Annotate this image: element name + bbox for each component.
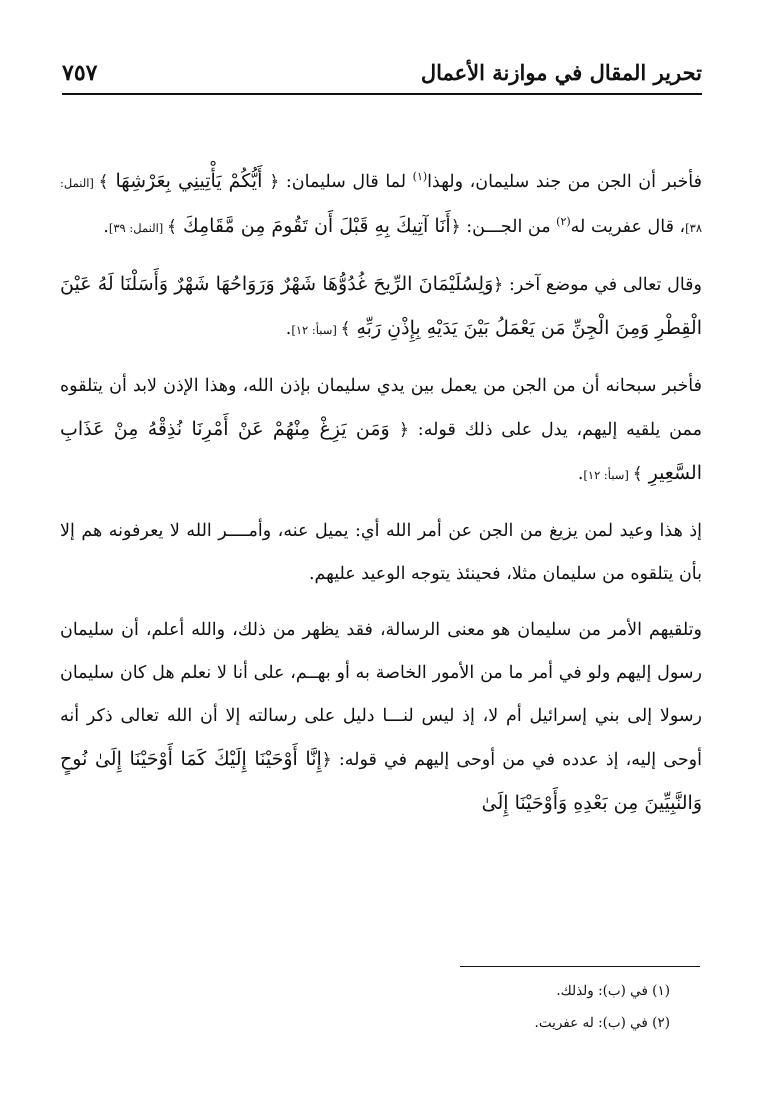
ornate-bracket-close: ﴾ [98, 172, 109, 192]
verse-reference: [النمل: ٣٩] [108, 221, 167, 235]
text-run: وتلقيهم الأمر من سليمان هو معنى الرسالة، فقد يظهر من ذلك، والله أعلم، أن سليمان رسول إليهم ولو في أمر ما من الأمور الخاصة به أو بهــم، على أنا لا نعلم هل كان سليمان رسولا إلى بني إسرائيل أم لا، إذ ليس لنـــا دليل على رسالته إلا أن الله تعالى ذكر أنه أوحى إليه، إذ عدده في من أوحى إليهم في قوله: [60, 620, 702, 770]
book-title: تحرير المقال في موازنة الأعمال [420, 60, 702, 85]
ornate-bracket-open: ﴿ [399, 420, 409, 440]
ornate-bracket-open: ﴿ [321, 750, 332, 770]
text-run: إذ هذا وعيد لمن يزيغ من الجن عن أمر الله أي: يميل عنه، وأمــــر الله لا يعرفونه هم إلا بأن يتلقوه من سليمان مثلا، فحينئذ يتوجه الوعيد عليهم. [60, 521, 702, 584]
quran-verse: وَلِسُلَيْمَانَ الرِّيحَ غُدُوُّهَا شَهْرٌ وَرَوَاحُهَا شَهْرٌ وَأَسَلْنَا لَهُ عَيْنَ الْقِطْرِ وَمِنَ الْجِنِّ مَن يَعْمَلُ بَيْنَ يَدَيْهِ بِإِذْنِ رَبِّهِ [60, 273, 702, 339]
verse-reference: [سبأ: ١٢] [583, 468, 633, 482]
text-run: ، قال عفريت له [570, 217, 686, 237]
footnote-2: (٢) في (ب): له عفريت. [534, 1015, 670, 1031]
verse-reference: [النمل: ٣٨] [60, 176, 702, 235]
paragraph-2 [60, 263, 702, 352]
footnotes [270, 980, 670, 1044]
header-divider [62, 93, 702, 95]
ornate-bracket-close: ﴾ [632, 464, 643, 484]
main-text [60, 160, 702, 839]
paragraph-1 [60, 160, 702, 250]
text-run: . [103, 217, 109, 237]
ornate-bracket-close: ﴾ [340, 319, 351, 339]
text-run: فأخبر سبحانه أن من الجن من يعمل بين يدي سليمان بإذن الله، وهذا الإذن لابد أن يتلقوه ممن يلقيه إليهم، يدل على ذلك قوله: [60, 376, 702, 440]
quran-verse: إِنَّا أَوْحَيْنَا إِلَيْكَ كَمَا أَوْحَيْنَا إِلَىٰ نُوحٍ وَالنَّبِيِّينَ مِن بَعْدِهِ وَأَوْحَيْنَا إِلَىٰ [60, 748, 702, 814]
verse-reference: [سبأ: ١٢] [291, 323, 341, 337]
footnote-divider [460, 966, 700, 967]
text-run: لما قال سليمان: [279, 172, 413, 192]
text-run: . [577, 464, 584, 484]
text-run: من الجـــن: [460, 217, 557, 237]
footnote-marker: (٢) [556, 215, 571, 229]
page-number: ٧٥٧ [62, 60, 98, 86]
ornate-bracket-close: ﴾ [166, 217, 177, 237]
quran-verse: أَنَا آتِيكَ بِهِ قَبْلَ أَن تَقُومَ مِن مَّقَامِكَ [176, 215, 451, 237]
ornate-bracket-open: ﴿ [493, 275, 504, 295]
paragraph-3 [60, 365, 702, 497]
paragraph-4 [60, 510, 702, 596]
text-run: وقال تعالى في موضع آخر: [503, 275, 703, 295]
ornate-bracket-open: ﴿ [450, 217, 461, 237]
footnote-marker: (١) [412, 170, 428, 184]
quran-verse: أَيُّكُمْ يَأْتِينِي بِعَرْشِهَا [108, 170, 270, 192]
ornate-bracket-open: ﴿ [269, 172, 280, 192]
footnote-1: (١) في (ب): ولذلك. [556, 983, 670, 999]
text-run: فأخبر أن الجن من جند سليمان، ولهذا [427, 172, 702, 192]
paragraph-5 [60, 609, 702, 826]
quran-verse: وَمَن يَزِغْ مِنْهُمْ عَنْ أَمْرِنَا نُذِقْهُ مِنْ عَذَابِ السَّعِيرِ [60, 418, 702, 484]
text-run: . [285, 319, 292, 339]
running-header [62, 60, 702, 94]
